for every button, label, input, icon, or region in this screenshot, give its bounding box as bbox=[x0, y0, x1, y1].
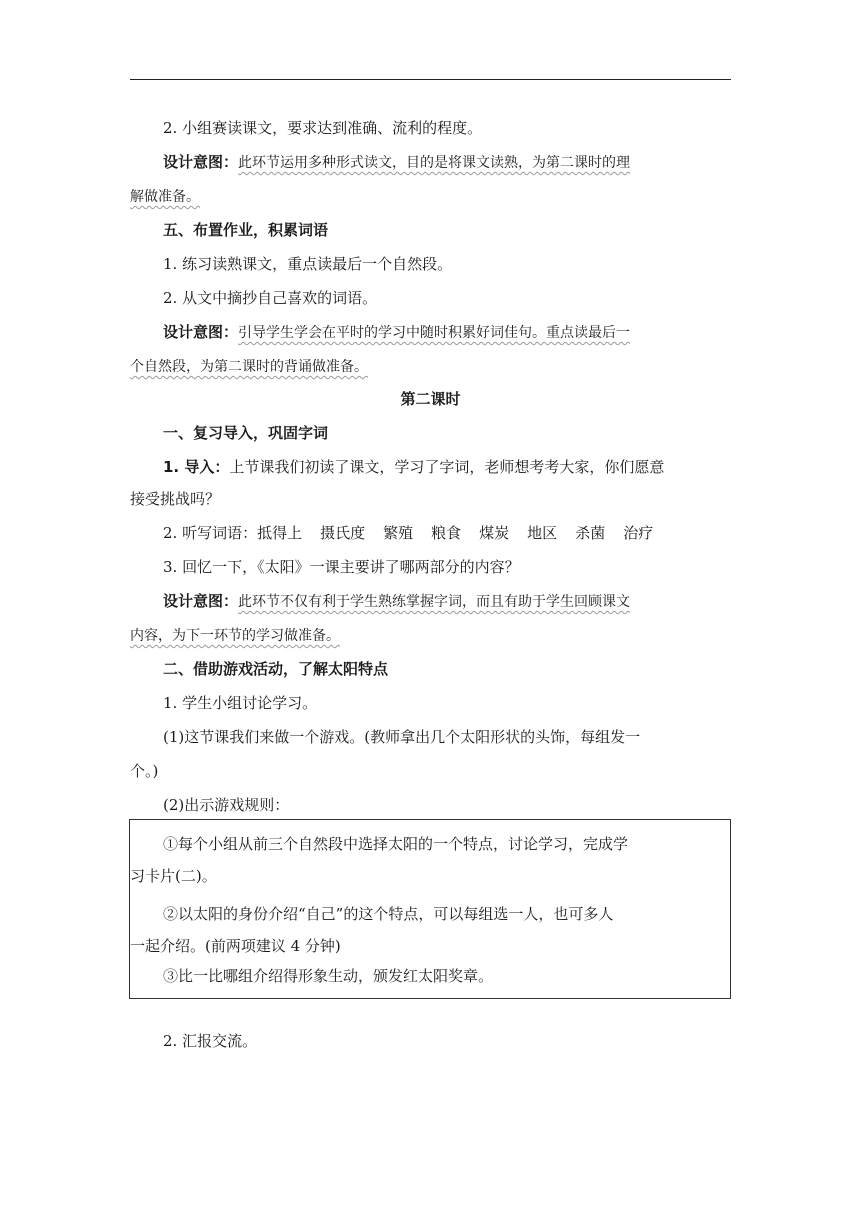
paragraph: 1. 练习读熟课文，重点读最后一个自然段。 bbox=[163, 255, 453, 273]
intent-text: 个自然段，为第二课时的背诵做准备。 bbox=[130, 359, 368, 375]
section-heading: 一、复习导入，巩固字词 bbox=[163, 424, 329, 442]
intent-text: 此环节不仅有利于学生熟练掌握字词，而且有助于学生回顾课文 bbox=[238, 594, 631, 610]
header-rule bbox=[130, 79, 731, 80]
intent-label: 设计意图： bbox=[163, 153, 239, 171]
lesson-title: 第二课时 bbox=[400, 390, 461, 408]
rule-item: ①每个小组从前三个自然段中选择太阳的一个特点，讨论学习，完成学 bbox=[163, 835, 629, 853]
design-intent-cont bbox=[130, 625, 731, 646]
game-rules-box bbox=[129, 819, 731, 999]
intent-text: 此环节运用多种形式读文，目的是将课文读熟，为第二课时的理 bbox=[238, 155, 631, 171]
paragraph: 2. 小组赛读课文，要求达到准确、流利的程度。 bbox=[163, 119, 483, 137]
word: 治疗 bbox=[623, 524, 654, 542]
design-intent-cont bbox=[130, 356, 731, 377]
design-intent bbox=[130, 152, 731, 173]
intent-label: 设计意图： bbox=[163, 323, 239, 341]
word: 煤炭 bbox=[479, 524, 510, 542]
rule-item-cont: 一起介绍。(前两项建议 4 分钟) bbox=[130, 937, 341, 955]
section-heading: 五、布置作业，积累词语 bbox=[163, 221, 329, 239]
word: 杀菌 bbox=[575, 524, 606, 542]
paragraph: 3. 回忆一下，《太阳》一课主要讲了哪两部分的内容？ bbox=[163, 558, 520, 576]
design-intent bbox=[130, 591, 731, 612]
paragraph: 2. 从文中摘抄自己喜欢的词语。 bbox=[163, 289, 378, 307]
intent-text: 引导学生学会在平时的学习中随时积累好词佳句。重点读最后一 bbox=[238, 325, 631, 341]
paragraph: 2. 汇报交流。 bbox=[163, 1032, 258, 1050]
intent-text: 内容，为下一环节的学习做准备。 bbox=[130, 628, 340, 644]
paragraph: (1)这节课我们来做一个游戏。(教师拿出几个太阳形状的头饰，每组发一 bbox=[163, 728, 641, 746]
dictation-words bbox=[130, 523, 731, 543]
section-heading: 二、借助游戏活动，了解太阳特点 bbox=[163, 660, 389, 678]
paragraph-cont: 接受挑战吗？ bbox=[130, 490, 221, 508]
item-label: 2. 听写词语： bbox=[163, 524, 258, 542]
design-intent-cont bbox=[130, 186, 731, 207]
word: 繁殖 bbox=[383, 524, 414, 542]
rule-item: ②以太阳的身份介绍“自己”的这个特点，可以每组选一人，也可多人 bbox=[163, 905, 614, 923]
paragraph-cont: 个。) bbox=[130, 762, 159, 780]
item-text: 上节课我们初读了课文，学习了字词，老师想考考大家，你们愿意 bbox=[229, 458, 665, 476]
paragraph: (2)出示游戏规则： bbox=[163, 796, 290, 814]
design-intent bbox=[130, 322, 731, 343]
word: 摄氏度 bbox=[320, 524, 366, 542]
word: 粮食 bbox=[431, 524, 462, 542]
intent-text: 解做准备。 bbox=[130, 189, 200, 205]
intent-label: 设计意图： bbox=[163, 592, 239, 610]
paragraph: 1. 学生小组讨论学习。 bbox=[163, 694, 318, 712]
word: 抵得上 bbox=[257, 524, 303, 542]
rule-item-cont: 习卡片(二)。 bbox=[130, 867, 217, 885]
rule-item: ③比一比哪组介绍得形象生动，颁发红太阳奖章。 bbox=[163, 967, 494, 985]
paragraph bbox=[130, 457, 731, 477]
word: 地区 bbox=[527, 524, 558, 542]
item-label: 1. 导入： bbox=[163, 458, 230, 476]
